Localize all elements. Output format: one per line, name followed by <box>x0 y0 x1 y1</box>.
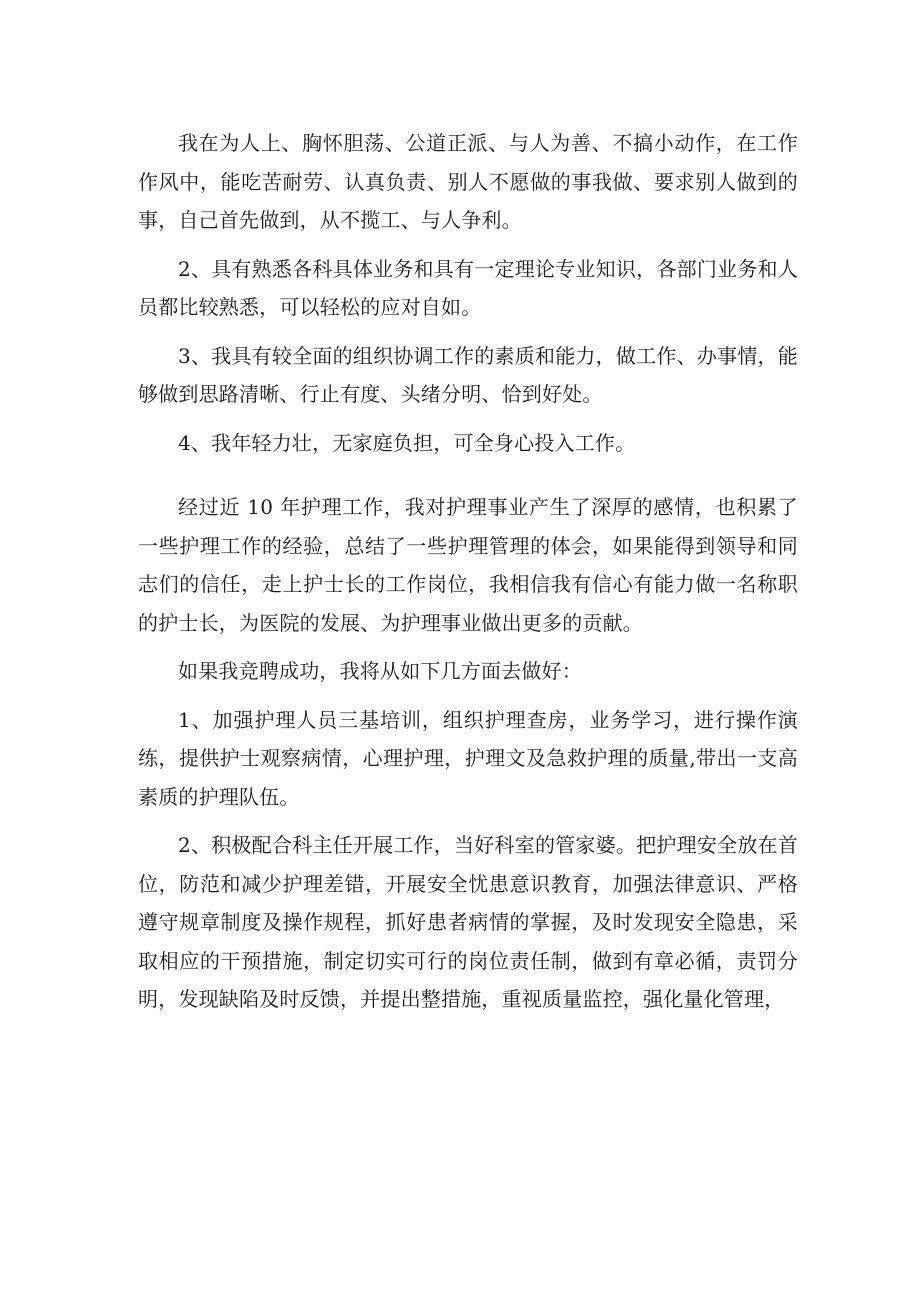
paragraph-experience: 经过近 10 年护理工作，我对护理事业产生了深厚的感情，也积累了一些护理工作的经验，总结了一些护理管理的体会，如果能得到领导和同志们的信任，走上护士长的工作岗位，我相信我有信心有能力做一名称职的护士长，为医院的发展、为护理事业做出更多的贡献。 <box>138 495 798 635</box>
paragraph-conduct: 我在为人上、胸怀胆荡、公道正派、与人为善、不搞小动作，在工作作风中，能吃苦耐劳、认真负责、别人不愿做的事我做、要求别人做到的事，自己首先做到，从不揽工、与人争利。 <box>138 131 798 232</box>
paragraph-plan-2: 2、积极配合科主任开展工作，当好科室的管家婆。把护理安全放在首位，防范和减少护理差错，开展安全忧患意识教育，加强法律意识、严格遵守规章制度及操作规程，抓好患者病情的掌握，及时发现安全隐患，采取相应的干预措施，制定切实可行的岗位责任制，做到有章必循，责罚分明，发现缺陷及时反馈，并提出整措施，重视质量监控，强化量化管理， <box>138 833 798 1011</box>
paragraph-plan-intro: 如果我竞聘成功，我将从如下几方面去做好： <box>178 659 582 683</box>
paragraph-point-3: 3、我具有较全面的组织协调工作的素质和能力，做工作、办事情，能够做到思路清晰、行止有度、头绪分明、恰到好处。 <box>138 343 798 406</box>
paragraph-plan-1: 1、加强护理人员三基培训，组织护理查房，业务学习，进行操作演练，提供护士观察病情，心理护理，护理文及急救护理的质量,带出一支高素质的护理队伍。 <box>138 707 798 809</box>
document-page <box>138 124 798 1029</box>
paragraph-point-2: 2、具有熟悉各科具体业务和具有一定理论专业知识，各部门业务和人员都比较熟悉，可以轻松的应对自如。 <box>138 256 798 319</box>
paragraph-point-4: 4、我年轻力壮，无家庭负担，可全身心投入工作。 <box>178 430 636 455</box>
